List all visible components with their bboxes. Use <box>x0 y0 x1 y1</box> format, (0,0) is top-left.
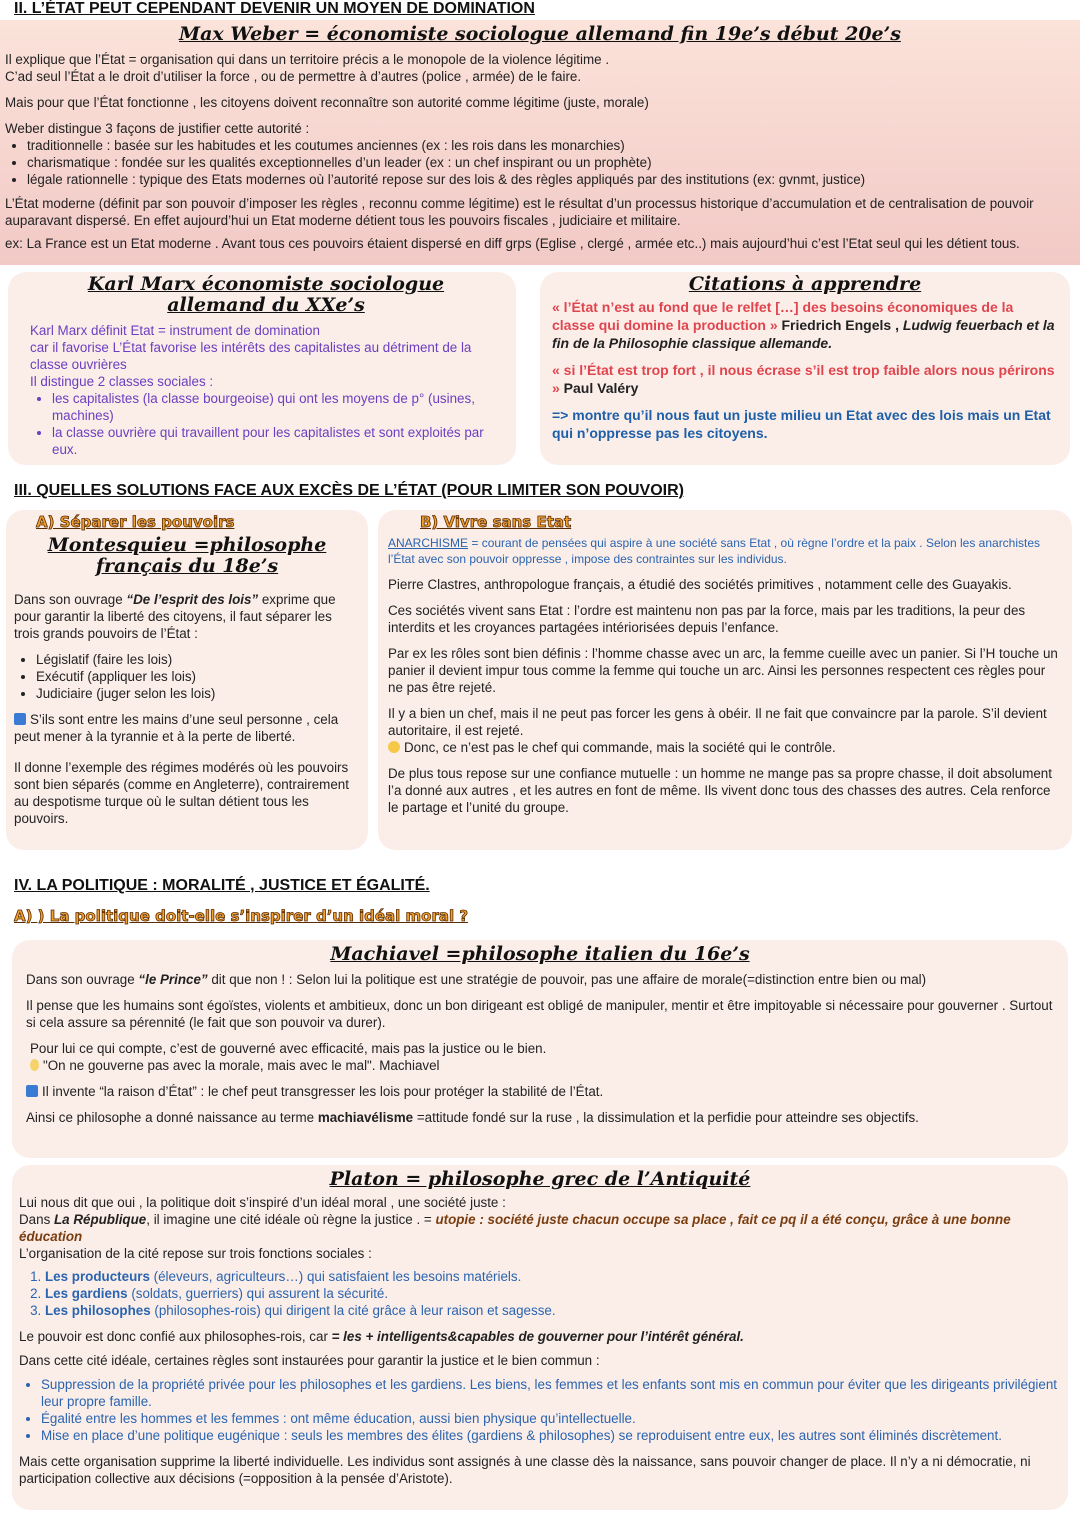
text: De plus tous repose sur une confiance mutuelle : un homme ne mange pas sa propre chasse, il doit absolument l’a donné aux autres , et les autres en font de même. Ils vivent donc tous des chasses des autres. Cela renforce le partage et l’unité du groupe. <box>388 766 1052 815</box>
text: Il explique que l’État = organisation qui dans un territoire précis a le monopole de la violence légitime . <box>5 52 610 67</box>
section-a-label: A) Séparer les pouvoirs <box>36 513 235 531</box>
text: Lui nous dit que oui , la politique doit s’inspiré d’un idéal moral , une société juste : <box>19 1195 506 1210</box>
text: Il y a bien un chef, mais il ne peut pas forcer les gens à obéir. Il ne fait que convaincre par la parole. S’il devient autoritaire, il est rejeté. <box>388 706 1047 738</box>
quote-engels: « l’État n’est au fond que le relfet […] des besoins économiques de la classe qui domine la production » <box>552 299 1014 333</box>
text: L’État moderne (définit par son pouvoir d’imposer les règles , reconnu comme légitime) est le résultat d’un processus historique d’accumulation et de centralisation de pouvoir auparavant dispersé. En effet aujourd’hui un Etat moderne détient tous les pouvoirs fiscales , judiciaire et militaire. <box>5 196 1034 228</box>
text: Dans son ouvrage <box>14 592 127 607</box>
arrow-right-icon <box>26 1085 38 1097</box>
quote-valery: « si l’État est trop fort , il nous écrase s’il est trop faible alors nous périrons » <box>552 362 1055 396</box>
text: Mais cette organisation supprime la liberté individuelle. Les individus sont assignés à une classe dès la naissance, sans pouvoir changer de place. Il n’y a ni démocratie, ni participation collective aux décisions (=opposition à la pensée d’Aristote). <box>19 1454 1031 1486</box>
arrow-right-icon <box>14 713 26 725</box>
machiavel-box <box>12 940 1068 1158</box>
utopia-definition: utopie : société juste chacun occupe sa place , fait ce pq il a été conçu, grâce à une bonne éducation <box>19 1212 1011 1244</box>
list-item: • Judiciaire (juger selon les lois) <box>36 685 360 702</box>
text: Le pouvoir est donc confié aux philosophes-rois, car <box>19 1329 332 1344</box>
list-item: • Suppression de la propriété privée pour les philosophes et les gardiens. Les biens, les femmes et les enfants sont mis en commun pour éviter que les dirigeants privilégient leur propre famille. <box>41 1376 1061 1410</box>
section-3-heading: III. QUELLES SOLUTIONS FACE AUX EXCÈS DE L’ÉTAT (POUR LIMITER SON POUVOIR) <box>14 482 684 499</box>
section-2-heading: II. L’ÉTAT PEUT CEPENDANT DEVENIR UN MOYEN DE DOMINATION <box>14 0 535 17</box>
function-desc: (philosophes-rois) qui dirigent la cité grâce à leur raison et sagesse. <box>150 1303 556 1318</box>
function-desc: (éleveurs, agriculteurs…) qui satisfaient les besoins matériels. <box>149 1269 522 1284</box>
list-item: • Mise en place d’une politique eugénique : seuls les membres des élites (gardiens & philosophes) se reproduisent entre eux, les autres sont éliminés discrètement. <box>41 1427 1061 1444</box>
author: Paul Valéry <box>559 380 639 396</box>
section-4a-label: A) ) La politique doit-elle s’inspirer d’un idéal moral ? <box>14 907 469 925</box>
text: Ces sociétés vivent sans Etat : l’ordre est maintenu non pas par la force, mais par les traditions, la peur des interdits et les croyances partagées intériorisées depuis l’enfance. <box>388 603 1026 635</box>
text: Donc, ce n’est pas le chef qui commande, mais la société qui le contrôle. <box>404 740 836 755</box>
text: S’ils sont entre les mains d’une seul personne , cela peut mener à la tyrannie et à la perte de liberté. <box>14 712 339 744</box>
section-4-heading: IV. LA POLITIQUE : MORALITÉ , JUSTICE ET ÉGALITÉ. <box>14 877 430 894</box>
conclusion: => montre qu’il nous faut un juste milieu un Etat avec des lois mais un Etat qui n’oppresse pas les citoyens. <box>552 407 1051 441</box>
list-item: • les capitalistes (la classe bourgeoise) qui ont les moyens de p° (usines, machines) <box>52 390 502 424</box>
list-item <box>45 1285 1061 1302</box>
function-name: Les producteurs <box>45 1269 150 1284</box>
list-item: • légale rationnelle : typique des Etats modernes où l’autorité repose sur des lois & des règles appliqués par des institutions (ex: gvnmt, justice) <box>27 171 1075 188</box>
function-name: Les gardiens <box>45 1286 128 1301</box>
anarchism-box <box>378 510 1072 850</box>
text: Mais pour que l’État fonctionne , les citoyens doivent reconnaître son autorité comme légitime (juste, morale) <box>5 95 649 110</box>
text: "On ne gouverne pas avec la morale, mais avec le mal". Machiavel <box>43 1058 440 1073</box>
text: Pierre Clastres, anthropologue français, a étudié des sociétés primitives , notamment celle des Guayakis. <box>388 577 1012 592</box>
list-item: • Exécutif (appliquer les lois) <box>36 668 360 685</box>
text: Il distingue 2 classes sociales : <box>30 374 214 389</box>
text: , il imagine une cité idéale où règne la justice . = <box>146 1212 436 1227</box>
marx-box <box>8 272 516 465</box>
text: Il donne l’exemple des régimes modérés où les pouvoirs sont bien séparés (comme en Angleterre), contrairement au despotisme turque où le sultan détient tous les pouvoirs. <box>14 760 349 826</box>
list-item: • charismatique : fondée sur les qualités exceptionnelles d’un leader (ex : un chef inspirant ou un prophète) <box>27 154 1075 171</box>
weber-box <box>0 20 1080 265</box>
list-item: • la classe ouvrière qui travaillent pour les capitalistes et sont exploités par eux. <box>52 424 502 458</box>
text: C’ad seul l’État a le droit d’utiliser la force , ou de permettre à d’autres (police , armée) de le faire. <box>5 69 582 84</box>
text: Pour lui ce qui compte, c’est de gouverné avec efficacité, mais pas la justice ou le bien. <box>30 1041 547 1056</box>
function-name: Les philosophes <box>45 1303 151 1318</box>
work: La République <box>53 1212 147 1227</box>
text: Il pense que les humains sont égoïstes, violents et ambitieux, donc un bon dirigeant est obligé de manipuler, mentir et être impitoyable si nécessaire pour gouverner . Surtout si cela assure sa pérennité (le fait que son pouvoir va durer). <box>26 998 1053 1030</box>
lightbulb-icon <box>30 1059 39 1071</box>
text: car il favorise L’État favorise les intérêts des capitalistes au détriment de la classe ouvrières <box>30 340 472 372</box>
text: ex: La France est un Etat moderne . Avant tous ces pouvoirs étaient dispersé en diff grps (Eglise , clergé , armée etc..) mais aujourd’hui c’est l’Etat seul qui les détient tous. <box>5 236 1020 251</box>
text: dit que non ! : Selon lui la politique est une stratégie de pouvoir, pas une affaire de morale(=distinction entre bien ou mal) <box>207 972 927 987</box>
text: Ainsi ce philosophe a donné naissance au terme <box>26 1110 318 1125</box>
list-item: • Égalité entre les hommes et les femmes : ont même éducation, aussi bien physique qu’intellectuelle. <box>41 1410 1061 1427</box>
marx-title: Karl Marx économiste sociologue allemand du XXe’s <box>87 273 445 316</box>
text: Dans <box>19 1212 54 1227</box>
text: Par ex les rôles sont bien définis : l’homme chasse avec un arc, la femme cueille avec un panier. Si l’H touche un panier il devient impur tous comme la femme qui touche un arc. Ainsi les personnes respectent ces règles pour ne pas être rejeté. <box>388 646 1058 695</box>
pointing-hand-icon <box>388 741 400 753</box>
platon-box <box>12 1165 1068 1510</box>
function-desc: (soldats, guerriers) qui assurent la sécurité. <box>127 1286 389 1301</box>
montesquieu-title: Montesquieu =philosophe français du 18e’s <box>47 534 327 577</box>
text: = les + intelligents&capables de gouverner pour l’intérêt général. <box>331 1329 744 1344</box>
list-item: • Législatif (faire les lois) <box>36 651 360 668</box>
work: “De l’esprit des lois” <box>126 592 259 607</box>
machiavel-title: Machiavel =philosophe italien du 16e’s <box>330 943 750 965</box>
list-item <box>45 1268 1061 1285</box>
list-item <box>45 1302 1061 1319</box>
text: Karl Marx définit Etat = instrument de domination <box>30 323 320 338</box>
citations-box <box>540 272 1070 465</box>
text: =attitude fondé sur la ruse , la dissimulation et la perfidie pour atteindre ses objectifs. <box>413 1110 919 1125</box>
section-b-label: B) Vivre sans Etat <box>420 513 572 531</box>
anarchism-term: ANARCHISME <box>388 536 469 550</box>
text: Il invente “la raison d’État” : le chef peut transgresser les lois pour protéger la stabilité de l’État. <box>42 1084 604 1099</box>
text: = courant de pensées qui aspire à une société sans Etat , où règne l’ordre et la paix . Selon les anarchistes l’État avec son pouvoir oppresse , impose des contraintes sur les individus. <box>388 536 1041 566</box>
platon-title: Platon = philosophe grec de l’Antiquité <box>329 1168 751 1190</box>
text: Dans cette cité idéale, certaines règles sont instaurées pour garantir la justice et le bien commun : <box>19 1353 600 1368</box>
work: Ludwig feuerbach et la fin de la Philosophie classique allemande. <box>552 317 1055 351</box>
work: “le Prince” <box>138 972 208 987</box>
text: Weber distingue 3 façons de justifier cette autorité : <box>5 121 310 136</box>
list-item: • traditionnelle : basée sur les habitudes et les coutumes anciennes (ex : les rois dans les monarchies) <box>27 137 1075 154</box>
text: Dans son ouvrage <box>26 972 139 987</box>
text: L’organisation de la cité repose sur trois fonctions sociales : <box>19 1246 372 1261</box>
weber-title: Max Weber = économiste sociologue allemand fin 19e’s début 20e’s <box>179 23 901 45</box>
text: exprime que pour garantir la liberté des citoyens, il faut séparer les trois grands pouvoirs de l’État : <box>14 592 336 641</box>
citations-title: Citations à apprendre <box>688 273 922 295</box>
author: Friedrich Engels , <box>777 317 903 333</box>
term: machiavélisme <box>317 1110 414 1125</box>
montesquieu-box <box>6 510 368 850</box>
